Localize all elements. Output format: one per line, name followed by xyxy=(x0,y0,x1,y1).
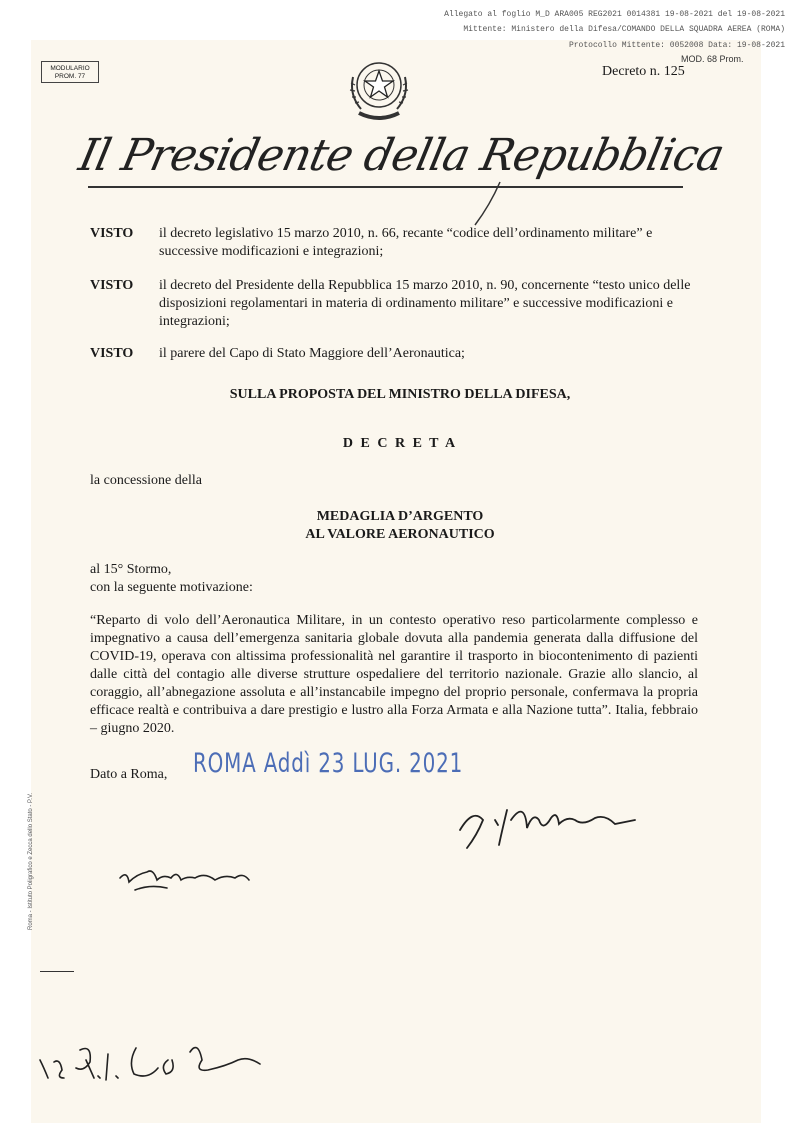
decreta-heading: D E C R E T A xyxy=(342,436,458,451)
italian-emblem-icon xyxy=(345,55,413,125)
registration-annotation xyxy=(30,1030,290,1090)
document-title: Il Presidente della Repubblica xyxy=(74,130,729,181)
recipient-line: al 15° Stormo, xyxy=(90,562,172,577)
visto-clause-1 xyxy=(90,225,710,261)
registry-line-2: Mittente: Ministero della Difesa/COMANDO DELLA SQUADRA AEREA (ROMA) xyxy=(463,25,785,34)
visto-text: il parere del Capo di Stato Maggiore dell’Aeronautica; xyxy=(159,346,465,361)
motivation-intro: con la seguente motivazione: xyxy=(90,580,253,595)
visto-keyword: VISTO xyxy=(90,346,134,361)
visto-text: il decreto del Presidente della Repubblica 15 marzo 2010, n. 90, concernente “testo unico delle disposizioni regolamentari in materia di ordinamento militare” e successive modificazioni e integrazioni; xyxy=(159,278,691,329)
concession-text: la concessione della xyxy=(90,473,202,488)
visto-clause-3 xyxy=(90,345,710,363)
minister-signature xyxy=(115,850,275,900)
model-label: MOD. 68 Prom. xyxy=(681,54,744,64)
medal-name-line-1: MEDAGLIA D’ARGENTO xyxy=(316,509,484,524)
registry-line-3: Protocollo Mittente: 0052008 Data: 19-08-2021 xyxy=(568,41,785,50)
modulario-box xyxy=(41,61,99,83)
visto-clause-2 xyxy=(90,277,710,331)
president-signature xyxy=(455,790,655,860)
margin-dash xyxy=(40,971,74,972)
decree-number: Decreto n. 125 xyxy=(602,64,685,79)
given-at-text: Dato a Roma, xyxy=(90,767,168,782)
motivation-text: “Reparto di volo dell’Aeronautica Militare, in un contesto operativo reso particolarmente complesso e impegnativo a causa dell’emergenza sanitaria globale dovuta alla pandemia generata dalla diffusione del COVID-19, operava con altissima professionalità nel garantire il trasporto in biocontenimento di pazienti dalle città del contagio alle diverse strutture ospedaliere del territorio nazionale. Grazie allo slancio, al coraggio, all’abnegazione assoluta e all’instancabile impegno del proprio personale, confermava la propria efficace realtà e contribuiva a dare prestigio e lustro alla Forza Armata e alla Nazione tutta”. Italia, febbraio – giugno 2020. xyxy=(90,613,698,736)
visto-keyword: VISTO xyxy=(90,226,134,241)
modulario-code: PROM. 77 xyxy=(54,73,86,80)
modulario-label: MODULARIO xyxy=(50,65,90,72)
medal-name-line-2: AL VALORE AERONAUTICO xyxy=(305,527,495,542)
proposal-heading: SULLA PROPOSTA DEL MINISTRO DELLA DIFESA, xyxy=(229,387,571,402)
title-flourish xyxy=(470,180,510,230)
registry-line-1: Allegato al foglio M_D ARA005 REG2021 0014381 19-08-2021 del 19-08-2021 xyxy=(444,10,785,19)
date-stamp: ROMA Addì 23 LUG. 2021 xyxy=(193,748,464,779)
visto-text: il decreto legislativo 15 marzo 2010, n. 66, recante “codice dell’ordinamento militare” e successive modificazioni e integrazioni; xyxy=(159,226,653,259)
printer-note: Roma - Istituto Poligrafico e Zecca dello Stato - P.V. xyxy=(28,792,34,930)
title-underline xyxy=(88,186,683,188)
visto-keyword: VISTO xyxy=(90,278,134,293)
